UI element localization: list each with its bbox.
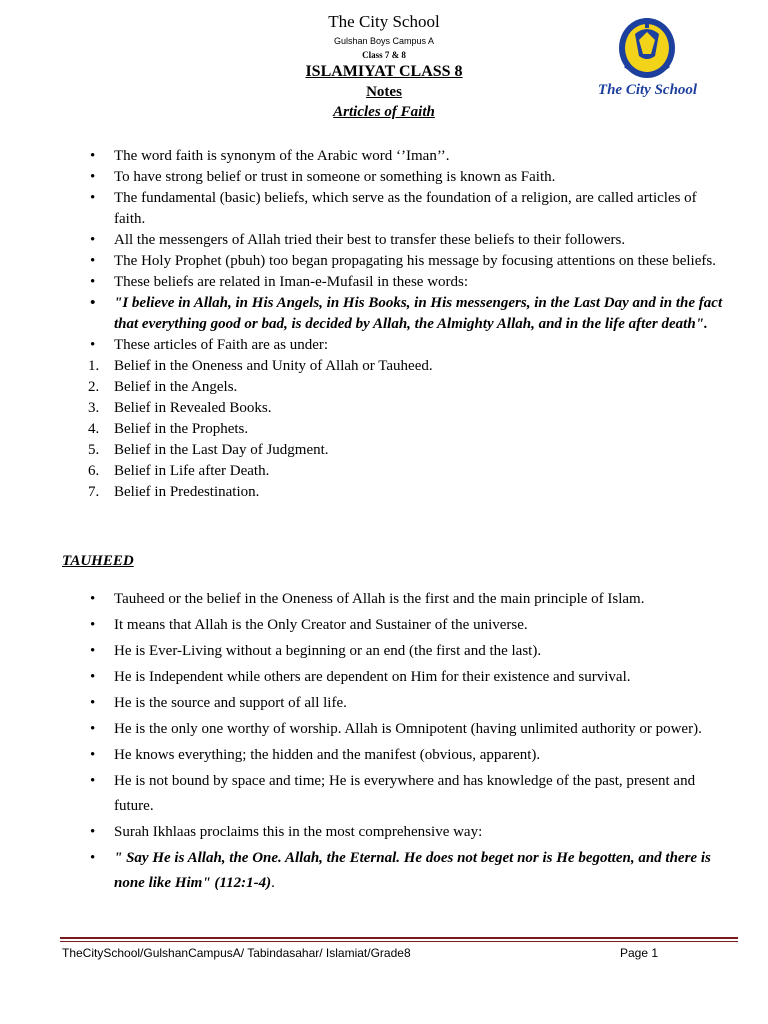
article-item: 7. Belief in Predestination.: [88, 484, 260, 500]
list-item: • He is Ever-Living without a beginning or an end (the first and the last).: [90, 639, 730, 664]
list-item: • Tauheed or the belief in the Oneness of Allah is the first and the main principle of Islam.: [90, 587, 730, 612]
footer-rule: [60, 941, 738, 942]
list-item: • He is the only one worthy of worship. Allah is Omnipotent (having unlimited authority or power).: [90, 717, 730, 742]
article-item: 6. Belief in Life after Death.: [88, 463, 270, 479]
topic-title: Articles of Faith: [333, 104, 435, 120]
iman-quote: • "I believe in Allah, in His Angels, in His Books, in His messengers, in the Last Day and in the fact that everything good or bad, is decided by Allah, the Almighty Allah, and in the life after death".: [90, 293, 730, 335]
campus-name: Gulshan Boys Campus A: [333, 36, 435, 46]
list-item: • It means that Allah is the Only Creator and Sustainer of the universe.: [90, 613, 730, 638]
intro-bullet-list: [90, 146, 730, 356]
class-line: Class 7 & 8: [362, 50, 406, 60]
articles-numbered-list: [90, 356, 730, 503]
list-item: • These beliefs are related in Iman-e-Mufasil in these words:: [90, 272, 730, 293]
list-item: • He is Independent while others are dependent on Him for their existence and survival.: [90, 665, 730, 690]
page-number: Page 1: [620, 946, 659, 960]
ikhlaas-quote-item: • " Say He is Allah, the One. Allah, the Eternal. He does not beget nor is He begotten, and there is none like Him" (112:1-4).: [90, 846, 730, 896]
list-item: • Surah Ikhlaas proclaims this in the most comprehensive way:: [90, 820, 730, 845]
list-item: • The fundamental (basic) beliefs, which serve as the foundation of a religion, are called articles of faith.: [90, 188, 730, 230]
footer-path: TheCitySchool/GulshanCampusA/ Tabindasahar/ Islamiat/Grade8: [62, 946, 411, 960]
article-item: 1. Belief in the Oneness and Unity of Allah or Tauheed.: [88, 358, 433, 374]
subject-title: ISLAMIYAT CLASS 8: [305, 63, 463, 80]
ikhlaas-quote: " Say He is Allah, the One. Allah, the Eternal. He does not beget nor is He begotten, and there is none like Him" (112:1-4): [114, 850, 711, 891]
tauheed-heading: TAUHEED: [62, 553, 134, 569]
article-item: 4. Belief in the Prophets.: [88, 421, 249, 437]
list-item: • All the messengers of Allah tried their best to transfer these beliefs to their followers.: [90, 230, 730, 251]
logo-caption: The City School: [597, 82, 698, 98]
tauheed-bullet-list: [90, 587, 730, 896]
list-item: • He knows everything; the hidden and the manifest (obvious, apparent).: [90, 743, 730, 768]
article-item: 3. Belief in Revealed Books.: [88, 400, 272, 416]
footer-rule: [60, 937, 738, 939]
school-name: The City School: [328, 12, 440, 31]
article-item: 2. Belief in the Angels.: [88, 379, 238, 395]
articles-of-faith-section: [90, 146, 730, 503]
list-item: • To have strong belief or trust in someone or something is known as Faith.: [90, 167, 730, 188]
list-item: • These articles of Faith are as under:: [90, 335, 730, 356]
article-item: 5. Belief in the Last Day of Judgment.: [88, 442, 329, 458]
list-item: • He is the source and support of all life.: [90, 691, 730, 716]
list-item: • The word faith is synonym of the Arabic word ‘’Iman’’.: [90, 146, 730, 167]
list-item: • The Holy Prophet (pbuh) too began propagating his message by focusing attentions on these beliefs.: [90, 251, 730, 272]
tauheed-section: [90, 587, 730, 897]
notes-title: Notes: [366, 84, 402, 100]
list-item: • He is not bound by space and time; He is everywhere and has knowledge of the past, present and future.: [90, 769, 730, 819]
